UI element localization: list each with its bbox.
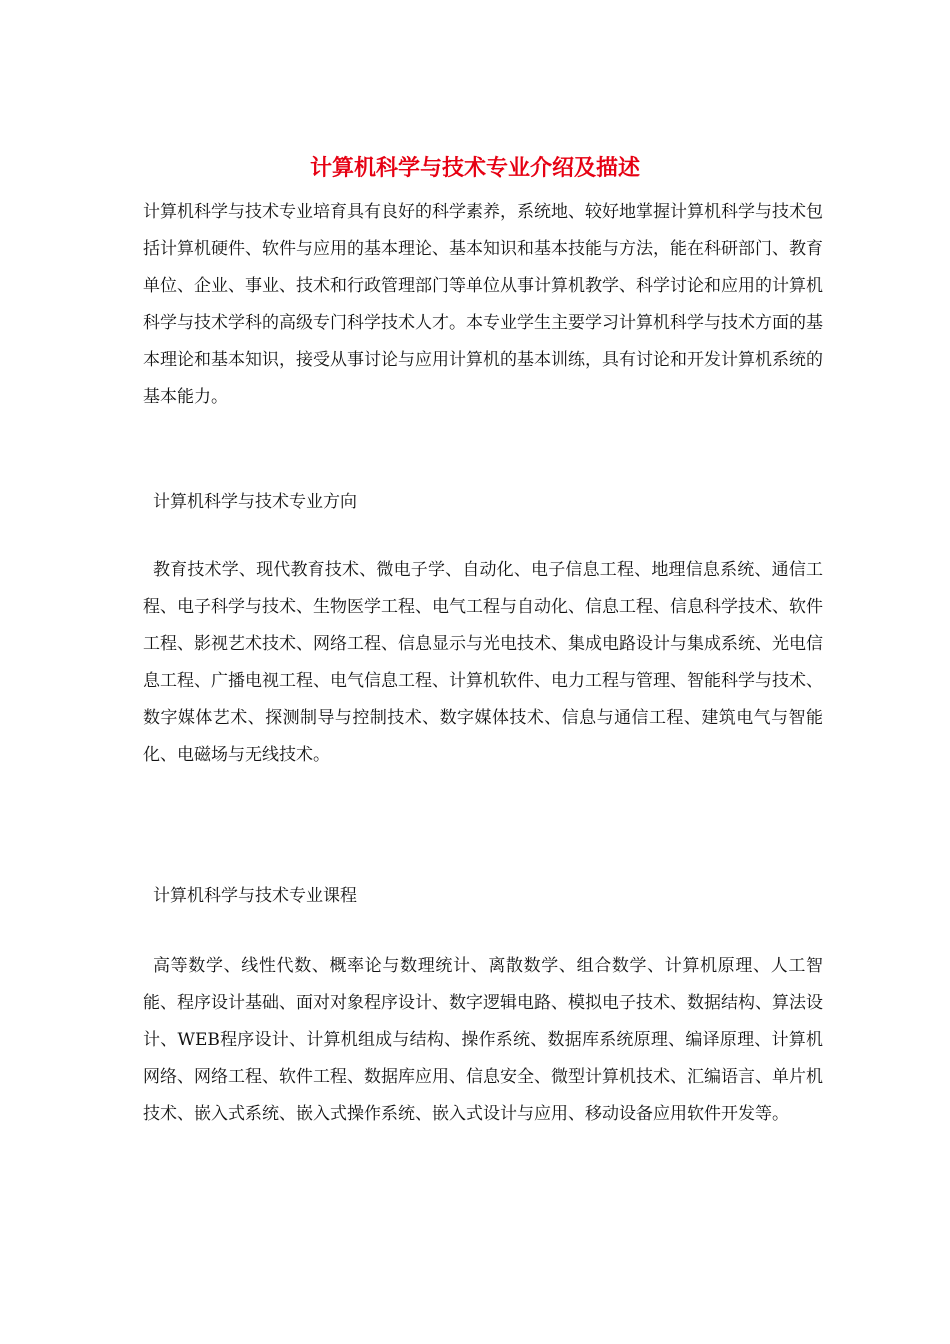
courses-heading: 计算机科学与技术专业课程 (153, 886, 357, 906)
directions-heading: 计算机科学与技术专业方向 (153, 492, 357, 512)
directions-paragraph: 教育技术学、现代教育技术、微电子学、自动化、电子信息工程、地理信息系统、通信工程、电子科学与技术、生物医学工程、电气工程与自动化、信息工程、信息科学技术、软件工程、影视艺术技术、网络工程、信息显示与光电技术、集成电路设计与集成系统、光电信息工程、广播电视工程、电气信息工程、计算机软件、电力工程与管理、智能科学与技术、数字媒体艺术、探测制导与控制技术、数字媒体技术、信息与通信工程、建筑电气与智能化、电磁场与无线技术。 (143, 560, 823, 765)
courses-paragraph: 高等数学、线性代数、概率论与数理统计、离散数学、组合数学、计算机原理、人工智能、程序设计基础、面对对象程序设计、数字逻辑电路、模拟电子技术、数据结构、算法设计、WEB程序设计、计算机组成与结构、操作系统、数据库系统原理、编译原理、计算机网络、网络工程、软件工程、数据库应用、信息安全、微型计算机技术、汇编语言、单片机技术、嵌入式系统、嵌入式操作系统、嵌入式设计与应用、移动设备应用软件开发等。 (143, 956, 823, 1124)
document-title: 计算机科学与技术专业介绍及描述 (309, 155, 640, 181)
intro-paragraph: 计算机科学与技术专业培育具有良好的科学素养，系统地、较好地掌握计算机科学与技术包括计算机硬件、软件与应用的基本理论、基本知识和基本技能与方法，能在科研部门、教育单位、企业、事业、技术和行政管理部门等单位从事计算机教学、科学讨论和应用的计算机科学与技术学科的高级专门科学技术人才。本专业学生主要学习计算机科学与技术方面的基本理论和基本知识，接受从事讨论与应用计算机的基本训练，具有讨论和开发计算机系统的基本能力。 (143, 202, 823, 407)
